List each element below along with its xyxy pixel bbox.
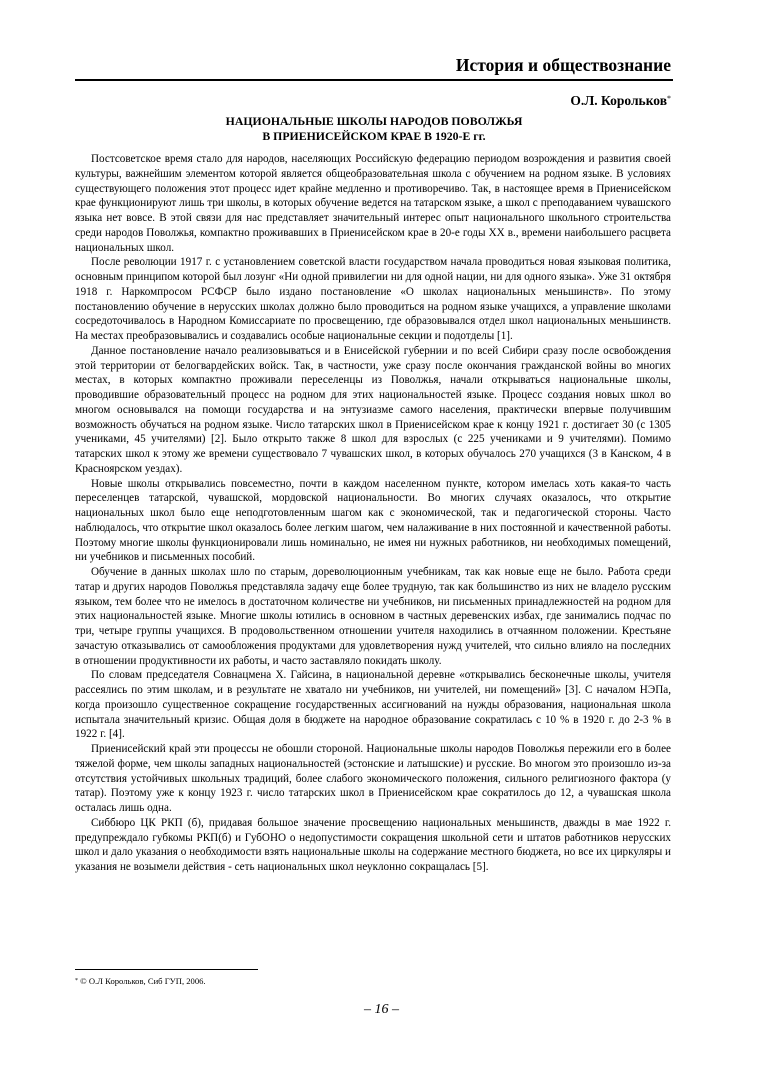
article-body — [75, 152, 671, 875]
footnote-mark: * — [75, 978, 78, 984]
paragraph-4: Новые школы открывались повсеместно, почти в каждом населенном пункте, котором имелась хоть какая-то часть переселенцев татарской, чувашской, мордовской национальности. Во многих случаях оказалось, что открытие национальных школ было еще неподготовленным шагом как с экономической, так и педагогической стороны. Часто наблюдалось, что открытие школ оказалось более легким шагом, чем налаживание в них постоянной и качественной работы. Поэтому многие школы функционировали лишь номинально, не имея ни нужных работников, ни необходимых помещений, ни учебников и письменных пособий. — [75, 477, 671, 564]
paragraph-7: Приенисейский край эти процессы не обошли стороной. Национальные школы народов Поволжья пережили его в более тяжелой форме, чем школы западных национальностей (эстонские и латышские) и русские. Во многом это произошло из-за отсутствия устойчивых школьных традиций, более слабого экономического положения, сильного религиозного фактора (у татар). Поэтому уже к концу 1923 г. число татарских школ в Приенисейском крае сократилось до 12, а чувашская школа осталась лишь одна. — [75, 743, 671, 814]
paragraph-3: Данное постановление начало реализовываться и в Енисейской губернии и по всей Сибири сразу после освобождения этой территории от белогвардейских войск. Так, в частности, уже сразу после окончания гражданской войны во многих местах, в которых компактно проживали переселенцы из Поволжья, начали открываться национальные школы, проводившие образовательный процесс на родном для этих национальностей языке. Процесс создания новых школ во многом основывался на помощи государства и на энтузиазме самого населения, практически впервые получившим возможность обучаться на родном языке. Число татарских школ в Приенисейском крае к концу 1921 г. достигает 30 (с 1305 учениками, 45 учителями) [2]. Было открыто также 8 школ для взрослых (с 225 учениками и 9 учителями). Помимо татарских школ к этому же времени существовало 7 чувашских школ, в которых обучалось 270 учащихся (3 в Канском, 4 в Красноярском уездах). — [75, 344, 671, 475]
article-title — [75, 114, 673, 144]
paragraph-8: Сиббюро ЦК РКП (б), придавая большое значение просвещению национальных меньшинств, дважды в мае 1922 г. предупреждало губкомы РКП(б) и ГубОНО о недопустимости сокращения школьной сети и штатов работников нерусских школ и дало указания о необходимости взять национальные школы на содержание местного бюджета, но все их циркуляры и указания не возымели действия - сеть национальных школ неуклонно сокращалась [5]. — [75, 816, 671, 873]
header-rule — [75, 79, 673, 81]
paragraph-2: После революции 1917 г. с установлением советской власти государством начала проводиться новая языковая политика, основным принципом которой был лозунг «Ни одной привилегии ни для одной нации, ни для одного языка». Уже 31 октября 1918 г. Наркомпросом РСФСР было издано постановление «О школах национальных меньшинств». По этому постановлению обучение в нерусских школах должно было проводиться на родном языке учащихся, а управление школами сосредоточивалось в Народном Комиссариате по просвещению, где образовывался отдел школ национальных меньшинств. На местах преобразовывались и создавались особые национальные секции и подотделы [1]. — [75, 256, 671, 342]
article-title-line-2: В ПРИЕНИСЕЙСКОМ КРАЕ В 1920-Е гг. — [262, 129, 486, 143]
author-name-text: О.Л. Корольков — [570, 93, 667, 108]
footnote-rule — [75, 969, 258, 970]
paragraph-5: Обучение в данных школах шло по старым, дореволюционным учебникам, так как новые еще не было. Работа среди татар и других народов Поволжья представляла задачу еще более трудную, так как большинство из них не владело русским языком, тем более что не имелось в достаточном количестве ни учебников, ни письменных принадлежностей на родном для этих национальностей языке. Многие школы ютились в основном в частных деревенских избах, где занимались подчас по три, четыре группы учащихся. В продовольственном отношении учителя находились в отчаянном положении. Крестьяне зачастую отказывались от самообложения продуктами для удовлетворения нужд учителей, что сильно влияло на последних в отношении продуктивности их работы, и часто заставляло покидать школу. — [75, 566, 671, 667]
author-name — [570, 92, 671, 109]
article-title-line-1: НАЦИОНАЛЬНЫЕ ШКОЛЫ НАРОДОВ ПОВОЛЖЬЯ — [225, 114, 523, 128]
section-header: История и обществознание — [455, 55, 671, 75]
paragraph-1: Постсоветское время стало для народов, населяющих Российскую федерацию периодом возрождения и развития своей культуры, важнейшим элементом которой является общеобразовательная школа с обучением на родном языке. В условиях существующего положения этот процесс идет крайне медленно и противоречиво. Так, в настоящее время в Приенисейском крае функционируют лишь три школы, в которых обучение ведется на татарском языке, а школ с преподаванием чувашского языка нет вовсе. В этой связи для нас представляет значительный интерес опыт национального школьного строительства среди народов Поволжья, компактно проживавших в Приенисейском крае в 20-е годы XX в., времени наибольшего расцвета национальных школ. — [75, 153, 671, 254]
page-number: – 16 – — [364, 1002, 399, 1017]
paragraph-6: По словам председателя Совнацмена Х. Гайсина, в национальной деревне «открывались бесконечные школы, учителя рассеялись по этим школам, и в результате не хватало ни учебников, ни учителей, ни помещений» [3]. С началом НЭПа, когда произошло существенное сокращение государственных ассигнований на нужды образования, национальная школа испытала значительный кризис. Общая доля в бюджете на народное образование сократилась с 10 % в 1920 г. до 2-3 % в 1922 г. [4]. — [75, 669, 671, 741]
footnote — [75, 976, 206, 987]
footnote-text: © О.Л Корольков, Сиб ГУП, 2006. — [78, 976, 206, 986]
author-footnote-mark: * — [667, 94, 671, 103]
